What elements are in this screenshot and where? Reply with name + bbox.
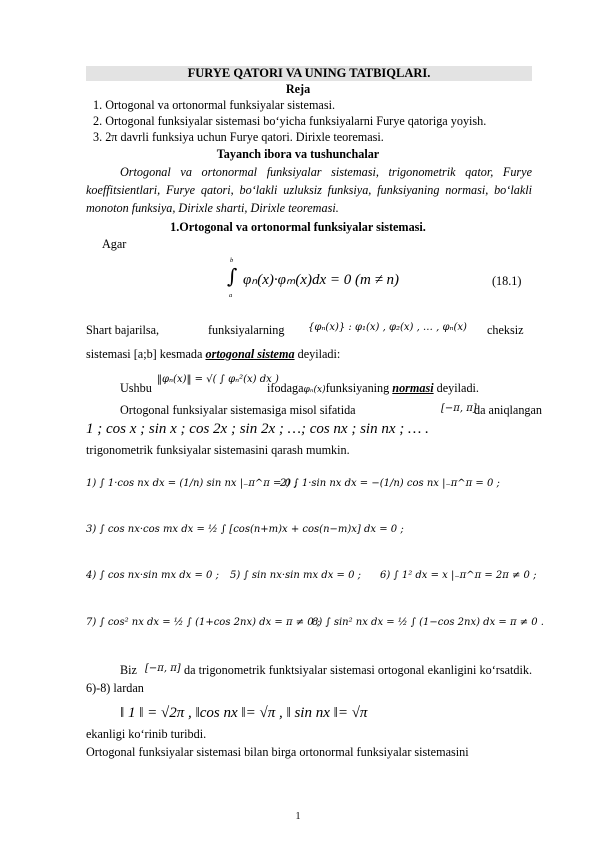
p1-text-b: funksiyalarning: [208, 323, 285, 337]
p8-text: Ortogonal funksiyalar sistemasi bilan birga ortonormal funksiyalar sistemasini: [86, 745, 469, 759]
p7-text: ekanligi ko‘rinib turibdi.: [86, 727, 207, 741]
function-set-formula: {φₙ(x)} : φ₁(x) , φ₂(x) , … , φₙ(x): [308, 322, 467, 333]
p3-text-b: ifodaga: [267, 381, 304, 395]
ortogonal-sistema-term: ortogonal sistema: [205, 347, 295, 361]
p3-text-a: Ushbu: [120, 381, 152, 395]
p3-text-c: funksiyaning: [325, 381, 393, 395]
equation-number: (18.1): [492, 274, 522, 288]
formula-5: 5) ∫ sin nx·sin mx dx = 0 ;: [230, 570, 361, 581]
reja-item-2: 2. Ortogonal funksiyalar sistemasi bo‘yicha funksiyalarni Furye qatoriga yoyish.: [93, 114, 487, 128]
norms-line: ‖ 1 ‖ = √2π , ‖cos nx ‖= √π , ‖ sin nx ‖= √π: [120, 705, 368, 721]
formula-1: 1) ∫ 1·cos nx dx = (1/n) sin nx |₋π^π = 0 ;: [86, 478, 298, 489]
equation-main: φₙ(x)·φₘ(x)dx = 0 (m ≠ n): [243, 272, 400, 288]
p3-phi: φₙ(x): [303, 385, 326, 395]
formula-2: 2) ∫ 1·sin nx dx = −(1/n) cos nx |₋π^π = 0 ;: [280, 478, 500, 489]
p6-interval: [−π, π]: [145, 663, 181, 674]
integral-sign: ∫: [227, 264, 238, 288]
tayanch-text: Ortogonal va ortonormal funksiyalar sistemasi, trigonometrik qator, Furye koeffitsientlari, Furye qatori, bo‘lakli uzluksiz funksiya, funksiyaning normasi, bo‘lakli monoton funksiya, Dirixle sharti, Dirixle teoremasi.: [86, 165, 532, 215]
p3-text-d: deyiladi.: [433, 381, 479, 395]
eq-limit-top: b: [230, 257, 234, 264]
formula-6: 6) ∫ 1² dx = x |₋π^π = 2π ≠ 0 ;: [380, 570, 537, 581]
normasi-term: normasi: [392, 381, 434, 395]
p1-text-c: cheksiz: [487, 323, 524, 337]
formula-7: 7) ∫ cos² nx dx = ½ ∫ (1+cos 2nx) dx = π ≠ 0 ;: [86, 617, 321, 628]
tayanch-heading: Tayanch ibora va tushunchalar: [216, 147, 380, 161]
page-title: FURYE QATORI VA UNING TATBIQLARI.: [187, 66, 431, 80]
p4-text-a: Ortogonal funksiyalar sistemasiga misol sifatida: [120, 403, 356, 417]
section-heading: 1.Ortogonal va ortonormal funksiyalar sistemasi.: [170, 220, 426, 234]
p3-line: [267, 381, 479, 398]
trig-system: 1 ; cos x ; sin x ; cos 2x ; sin 2x ; …; cos nx ; sin nx ; … .: [86, 421, 429, 437]
p6-text-a: Biz: [120, 663, 137, 677]
reja-heading: Reja: [285, 82, 311, 96]
p6-text-b: da trigonometrik funktsiyalar sistemasi ortogonal ekanligini ko‘rsatdik. 6)-8) lardan: [86, 663, 532, 695]
p4-interval: [−π, π]: [441, 403, 477, 414]
formula-8: 8) ∫ sin² nx dx = ½ ∫ (1−cos 2nx) dx = π ≠ 0 .: [312, 617, 544, 628]
p2-line: [86, 347, 340, 362]
p4-text-b: da aniqlangan: [474, 403, 543, 417]
norm-formula: ‖φₙ(x)‖ = √( ∫ φₙ²(x) dx ): [157, 374, 279, 385]
page-number: 1: [295, 811, 301, 822]
p5-text: trigonometrik funksiyalar sistemasini qarash mumkin.: [86, 443, 350, 457]
p2-text-b: deyiladi:: [294, 347, 341, 361]
p1-text-a: Shart bajarilsa,: [86, 323, 160, 337]
formula-4: 4) ∫ cos nx·sin mx dx = 0 ;: [86, 570, 219, 581]
reja-item-1: 1. Ortogonal va ortonormal funksiyalar sistemasi.: [93, 98, 336, 112]
agar-text: Agar: [102, 237, 127, 251]
p2-text-a: sistemasi [a;b] kesmada: [86, 347, 206, 361]
formula-3: 3) ∫ cos nx·cos mx dx = ½ ∫ [cos(n+m)x + cos(n−m)x] dx = 0 ;: [86, 524, 404, 535]
reja-item-3: 3. 2π davrli funksiya uchun Furye qatori. Dirixle teoremasi.: [93, 130, 384, 144]
eq-limit-bottom: a: [229, 292, 233, 299]
